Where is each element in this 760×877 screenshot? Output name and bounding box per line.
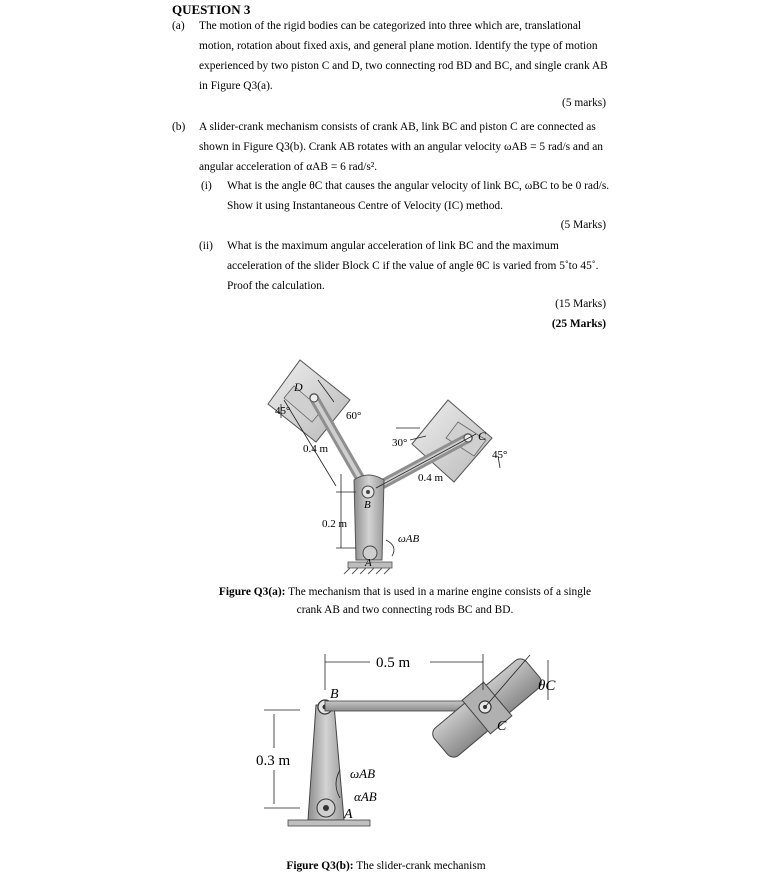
fig-a-label-c: C: [478, 429, 487, 443]
fig-a-omega: ωAB: [398, 533, 420, 545]
part-a-line: motion, rotation about fixed axis, and general plane motion. Identify the type of motion: [199, 40, 598, 52]
figure-a-caption-rest: The mechanism that is used in a marine engine consists of a single: [285, 586, 592, 598]
fig-a-length-ab: 0.2 m: [322, 518, 348, 530]
fig-b-label-a: A: [344, 807, 353, 822]
fig-b-label-b: B: [330, 687, 339, 702]
fig-a-label-d: D: [294, 380, 303, 394]
part-b-i-label: (i): [201, 180, 212, 192]
fig-a-label-b: B: [364, 499, 371, 511]
fig-a-length-bc: 0.4 m: [418, 472, 444, 484]
pin-d: [310, 394, 318, 402]
part-a-line: The motion of the rigid bodies can be categorized into three which are, translational: [199, 20, 582, 32]
part-b-ii-label: (ii): [199, 240, 213, 252]
part-b-label: (b): [172, 121, 186, 133]
fig-b-alpha: αAB: [354, 789, 377, 804]
part-b-ii-line: acceleration of the slider Block C if the value of angle θC is varied from 5˚to 45˚.: [227, 260, 599, 272]
fig-b-theta: θC: [538, 678, 556, 694]
figure-b-caption-rest: The slider-crank mechanism: [353, 860, 486, 872]
part-a-marks: (5 marks): [562, 97, 606, 109]
figure-a-caption-line2: crank AB and two connecting rods BC and BD.: [296, 604, 514, 616]
figure-b-caption: [236, 860, 536, 872]
figure-a-caption-bold: Figure Q3(a):: [218, 586, 286, 598]
part-a-line: experienced by two piston C and D, two connecting rod BD and BC, and single crank AB: [199, 60, 608, 72]
part-b-i-line: What is the angle θC that causes the angular velocity of link BC, ωBC to be 0 rad/s.: [227, 180, 610, 192]
part-b-i-line: Show it using Instantaneous Centre of Velocity (IC) method.: [227, 200, 503, 212]
fig-a-angle-45-left: 45°: [275, 405, 291, 417]
total-marks: (25 Marks): [551, 318, 606, 330]
fig-a-angle-30: 30°: [392, 437, 408, 449]
fig-b-length-ab: 0.3 m: [256, 753, 291, 769]
question-title: QUESTION 3: [172, 2, 251, 17]
fig-b-omega: ωAB: [350, 766, 376, 781]
part-a-line: in Figure Q3(a).: [199, 80, 273, 92]
ground-b: [288, 820, 370, 826]
fig-a-label-a: A: [365, 557, 372, 569]
part-b-line: A slider-crank mechanism consists of crank AB, link BC and piston C are connected as: [199, 121, 596, 133]
part-b-line: angular acceleration of αAB = 6 rad/s².: [199, 161, 378, 173]
figure-a-caption: [180, 586, 630, 616]
part-b-ii-line: Proof the calculation.: [227, 280, 325, 292]
part-b-i-marks: (5 Marks): [560, 219, 606, 231]
part-a-label: (a): [172, 20, 185, 32]
fig-a-length-bd: 0.4 m: [303, 443, 329, 455]
fig-a-angle-45-right: 45°: [492, 449, 508, 461]
fig-a-angle-60: 60°: [346, 410, 362, 422]
part-b-ii-marks: (15 Marks): [555, 298, 606, 310]
fig-b-length-bc: 0.5 m: [376, 655, 411, 671]
part-b-ii-line: What is the maximum angular acceleration of link BC and the maximum: [227, 240, 559, 252]
figure-b-caption-bold: Figure Q3(b):: [286, 860, 354, 872]
part-b-line: shown in Figure Q3(b). Crank AB rotates with an angular velocity ωAB = 5 rad/s and an: [199, 141, 603, 153]
fig-b-label-c: C: [497, 719, 507, 734]
